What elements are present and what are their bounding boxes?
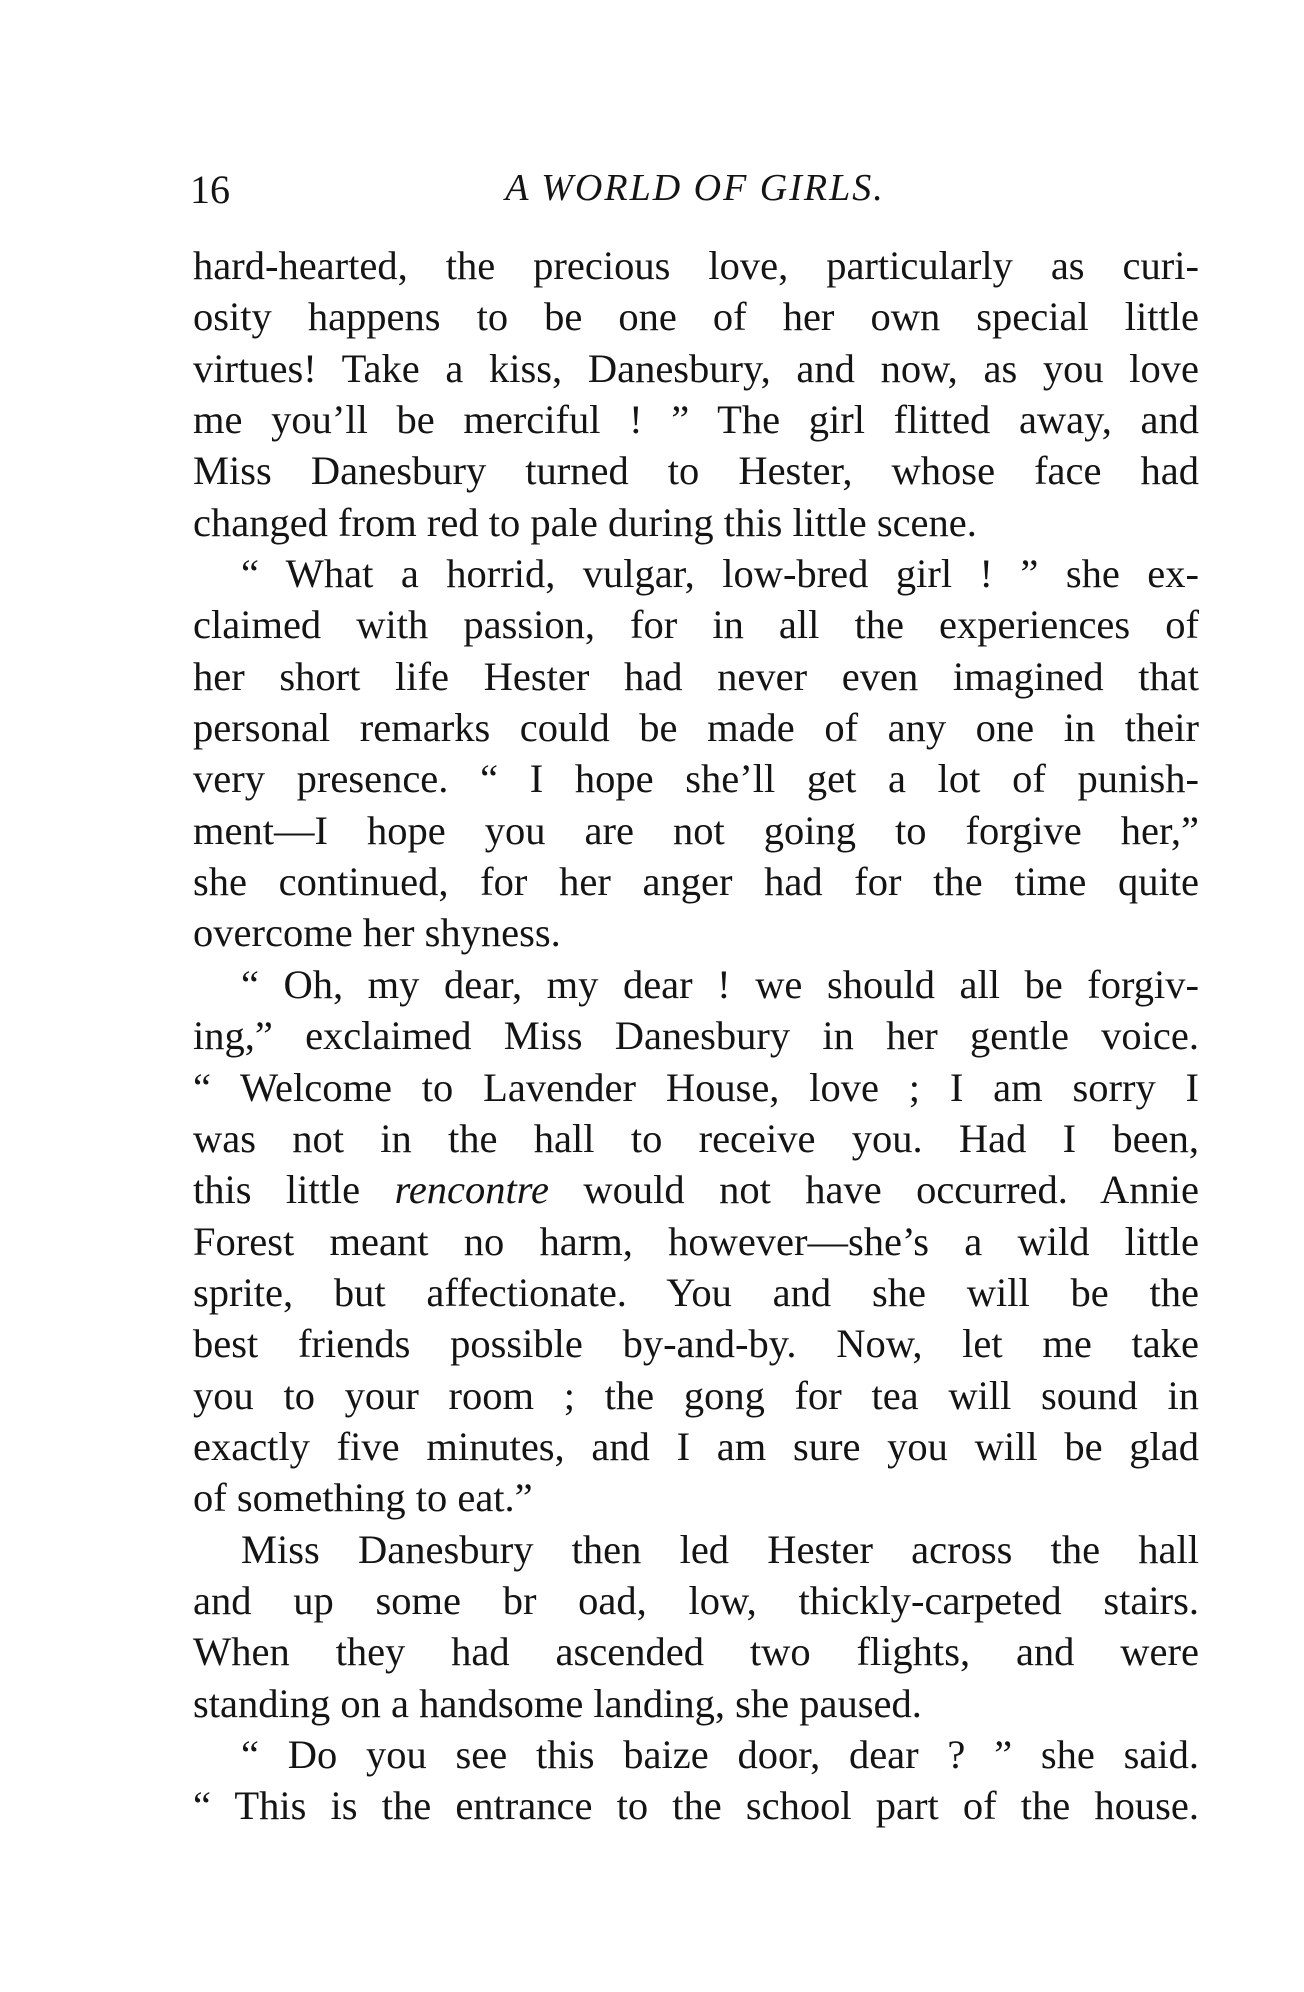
text-line: Miss Danesbury turned to Hester, whose face had	[193, 448, 1199, 494]
text-line: was not in the hall to receive you. Had I been,	[193, 1115, 1199, 1161]
text-line: you to your room ; the gong for tea will sound in	[193, 1372, 1199, 1418]
text-line: “ Welcome to Lavender House, love ; I am sorry I	[193, 1064, 1199, 1110]
text-line: ing,” exclaimed Miss Danesbury in her gentle voice.	[193, 1013, 1199, 1059]
italic-word: rencontre	[394, 1167, 550, 1213]
paragraph-start-line: “ Oh, my dear, my dear ! we should all be forgiv-	[241, 961, 1199, 1007]
text-line: she continued, for her anger had for the time quite	[193, 859, 1199, 905]
line-text: would not have occurred. Annie	[549, 1167, 1199, 1213]
text-line: exactly five minutes, and I am sure you will be glad	[193, 1423, 1199, 1469]
paragraph-start-line: Miss Danesbury then led Hester across the hall	[241, 1526, 1199, 1572]
line-text: this little	[193, 1167, 395, 1213]
text-line: claimed with passion, for in all the experiences of	[193, 602, 1199, 648]
body-text	[193, 240, 1199, 1832]
text-line: changed from red to pale during this little scene.	[193, 499, 977, 545]
text-line: me you’ll be merciful ! ” The girl flitted away, and	[193, 397, 1199, 443]
page-number: 16	[190, 167, 230, 212]
text-line: her short life Hester had never even imagined that	[193, 653, 1199, 699]
text-line	[193, 1164, 1199, 1215]
text-line: of something to eat.”	[193, 1475, 533, 1521]
text-line: very presence. “ I hope she’ll get a lot of punish-	[193, 756, 1199, 802]
text-line: osity happens to be one of her own special little	[193, 294, 1199, 340]
text-line: overcome her shyness.	[193, 910, 561, 956]
running-title: A WORLD OF GIRLS.	[505, 167, 885, 209]
text-line: personal remarks could be made of any one in their	[193, 705, 1199, 751]
text-line: When they had ascended two flights, and were	[193, 1629, 1199, 1675]
paragraph-start-line: “ Do you see this baize door, dear ? ” she said.	[241, 1731, 1199, 1777]
text-line: ment—I hope you are not going to forgive her,”	[193, 807, 1199, 853]
text-line: virtues! Take a kiss, Danesbury, and now, as you love	[193, 345, 1199, 391]
text-line: hard-hearted, the precious love, particularly as curi-	[193, 243, 1199, 288]
text-line: sprite, but affectionate. You and she will be the	[193, 1269, 1199, 1315]
paragraph-start-line: “ What a horrid, vulgar, low-bred girl ! ” she ex-	[241, 551, 1199, 597]
text-line: best friends possible by-and-by. Now, let me take	[193, 1321, 1199, 1367]
text-line: “ This is the entrance to the school part of the house.	[193, 1783, 1199, 1829]
running-head	[190, 166, 1200, 216]
text-line: Forest meant no harm, however—she’s a wild little	[193, 1218, 1199, 1264]
text-line: standing on a handsome landing, she paused.	[193, 1680, 922, 1726]
text-line: and up some br oad, low, thickly-carpeted stairs.	[193, 1577, 1199, 1623]
